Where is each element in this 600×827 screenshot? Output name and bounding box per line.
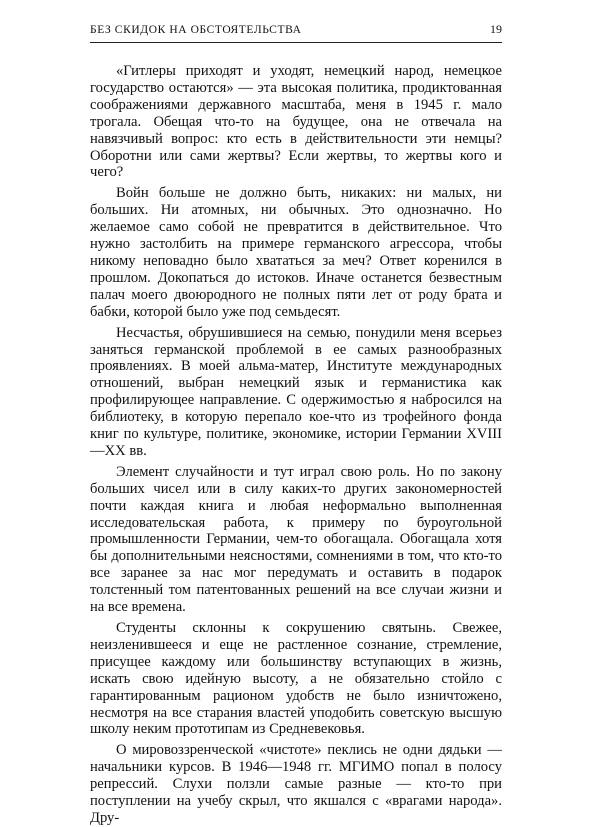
paragraph: О мировоззренческой «чистоте» пеклись не одни дядьки — начальники курсов. В 1946—1948 гг. МГИМО попал в полосу репрессий. Слухи ползли самые разные — кто-то при поступлении на учебу скрыл, что якшался с «врагами народа». Дру-: [90, 742, 502, 826]
book-page: [90, 22, 502, 827]
paragraph: Несчастья, обрушившиеся на семью, понудили меня всерьез заняться германской проблемой в ее самых разнообразных проявлениях. В моей альма-матер, Институте международных отношений, выбран немецкий язык и германистика как профилирующее направление. С одержимостью я набросился на библиотеку, в которую перепало кое-что из трофейного фонда книг по культуре, политике, экономике, истории Германии XVIII—XX вв.: [90, 324, 502, 459]
running-title: БЕЗ СКИДОК НА ОБСТОЯТЕЛЬСТВА: [90, 24, 302, 36]
body-text: [90, 63, 502, 827]
paragraph: Элемент случайности и тут играл свою роль. Но по закону больших чисел или в силу каких-то других закономерностей почти каждая книга и любая неформально выполненная исследовательская работа, к примеру по буроугольной промышленности Германии, чем-то обогащала. Обогащала хотя бы дополнительными неясностями, сомнениями в том, что кто-то все заранее за нас мог передумать и оставить в подарок толстенный том патентованных решений на все случаи жизни и на все времена.: [90, 463, 502, 616]
page-number: 19: [490, 22, 502, 36]
paragraph: Студенты склонны к сокрушению святынь. Свежее, неизленившееся и еще не растленное сознание, стремление, присущее каждому или большинству вступающих в жизнь, искать свою идейную высоту, а не обязательно стойло с гарантированным рационом удобств не было изничтожено, несмотря на все старания властей уподобить советскую высшую школу неким прототипам из Средневековья.: [90, 620, 502, 738]
paragraph: Войн больше не должно быть, никаких: ни малых, ни больших. Ни атомных, ни обычных. Это однозначно. Но желаемое само собой не превратится в действительное. Что нужно застолбить на примере германского агрессора, чтобы никому неповадно было хвататься за меч? Ответ коренился в прошлом. Докопаться до истоков. Иначе останется безвестным палач моего двоюродного не полных пяти лет от роду брата и бабки, которой было уже под семьдесят.: [90, 185, 502, 320]
paragraph: «Гитлеры приходят и уходят, немецкий народ, немецкое государство остаются» — эта высокая политика, продиктованная соображениями державного масштаба, меня в 1945 г. мало трогала. Обещая что-то на будущее, она не отвечала на навязчивый вопрос: кто есть в действительности эти немцы? Оборотни или сами жертвы? Если жертвы, то жертвы кого и чего?: [90, 63, 502, 181]
running-header: [90, 22, 502, 43]
